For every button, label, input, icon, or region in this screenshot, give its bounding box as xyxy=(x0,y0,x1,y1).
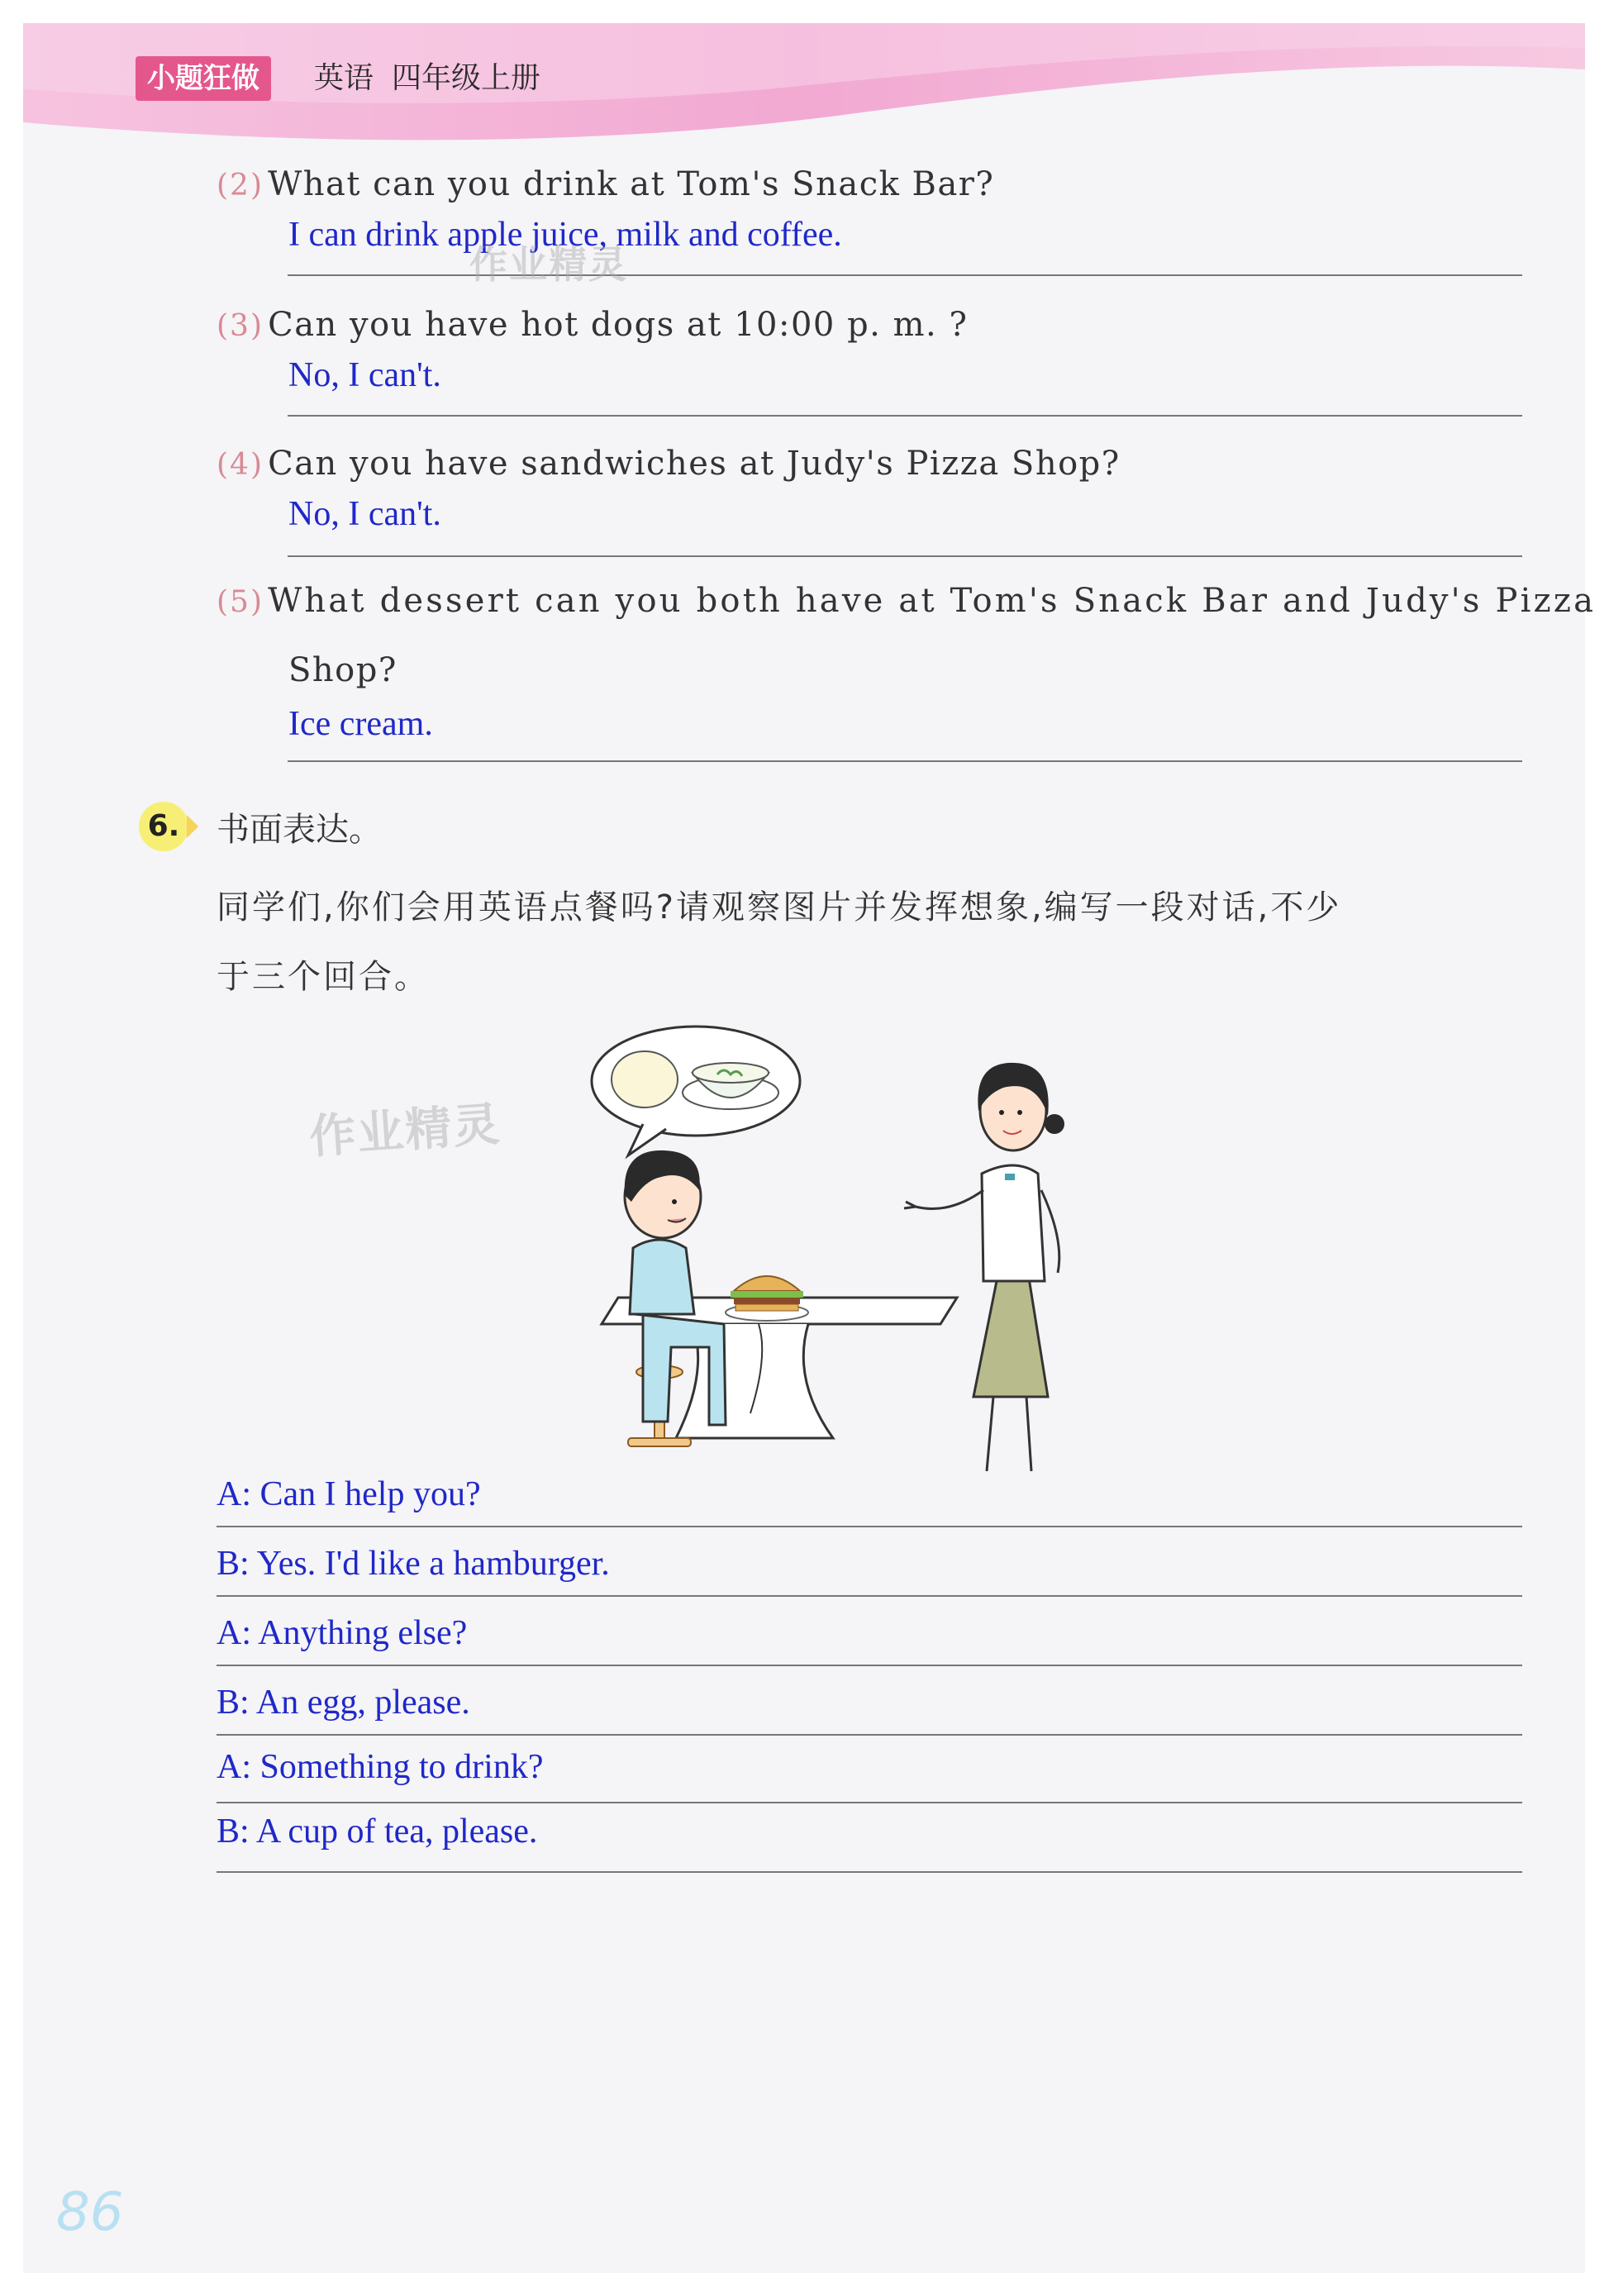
question-number: (3) xyxy=(217,309,264,343)
writing-line xyxy=(217,1734,1522,1736)
answer-line xyxy=(288,760,1522,762)
question-text: Can you have sandwiches at Judy's Pizza Shop? xyxy=(268,445,1121,483)
question-number: (4) xyxy=(217,448,264,482)
book-title xyxy=(314,56,559,101)
restaurant-illustration xyxy=(585,1025,1114,1488)
workbook-page xyxy=(23,23,1597,2273)
writing-line xyxy=(217,1665,1522,1666)
answer-text: No, I can't. xyxy=(288,495,441,533)
answer-line xyxy=(288,415,1522,417)
hamburger-icon xyxy=(726,1276,808,1321)
series-badge: 小题狂做 xyxy=(136,56,271,101)
section-marker-icon xyxy=(187,815,198,838)
section-instruction-line-1: 同学们,你们会用英语点餐吗?请观察图片并发挥想象,编写一段对话,不少 xyxy=(217,888,1342,926)
question-number: (2) xyxy=(217,169,264,202)
section-number: 6. xyxy=(139,802,188,851)
question-text: What can you drink at Tom's Snack Bar? xyxy=(268,165,995,203)
dialogue-line-4: B: An egg, please. xyxy=(217,1684,470,1722)
dialogue-line-3: A: Anything else? xyxy=(217,1614,468,1652)
question-text-continued: Shop? xyxy=(288,651,397,689)
dialogue-line-6: B: A cup of tea, please. xyxy=(217,1813,538,1851)
watermark: 作业精灵 xyxy=(469,242,628,287)
answer-text: No, I can't. xyxy=(288,356,441,394)
page-header xyxy=(23,23,1585,147)
section-instruction-line-2: 于三个回合。 xyxy=(217,958,430,996)
question-text: Can you have hot dogs at 10:00 p. m. ? xyxy=(268,306,969,344)
section-title: 书面表达。 xyxy=(217,811,382,849)
grade-label: 四年级上册 xyxy=(392,61,541,95)
writing-line xyxy=(217,1595,1522,1597)
dialogue-line-5: A: Something to drink? xyxy=(217,1748,544,1786)
waitress-figure xyxy=(904,1063,1064,1471)
writing-line xyxy=(217,1526,1522,1527)
dialogue-line-1: A: Can I help you? xyxy=(217,1475,481,1513)
subject-label: 英语 xyxy=(314,61,374,95)
writing-line xyxy=(217,1802,1522,1803)
page-number: 86 xyxy=(56,2182,124,2243)
answer-line xyxy=(288,555,1522,557)
thought-bubble xyxy=(592,1027,800,1155)
answer-text: Ice cream. xyxy=(288,705,433,743)
writing-line xyxy=(217,1871,1522,1873)
dialogue-line-2: B: Yes. I'd like a hamburger. xyxy=(217,1545,610,1583)
question-text: What dessert can you both have at Tom's Snack Bar and Judy's Pizza xyxy=(268,582,1597,620)
answer-text: I can drink apple juice, milk and coffee. xyxy=(288,216,842,254)
watermark: 作业精灵 xyxy=(307,1097,503,1165)
question-number: (5) xyxy=(217,585,264,619)
